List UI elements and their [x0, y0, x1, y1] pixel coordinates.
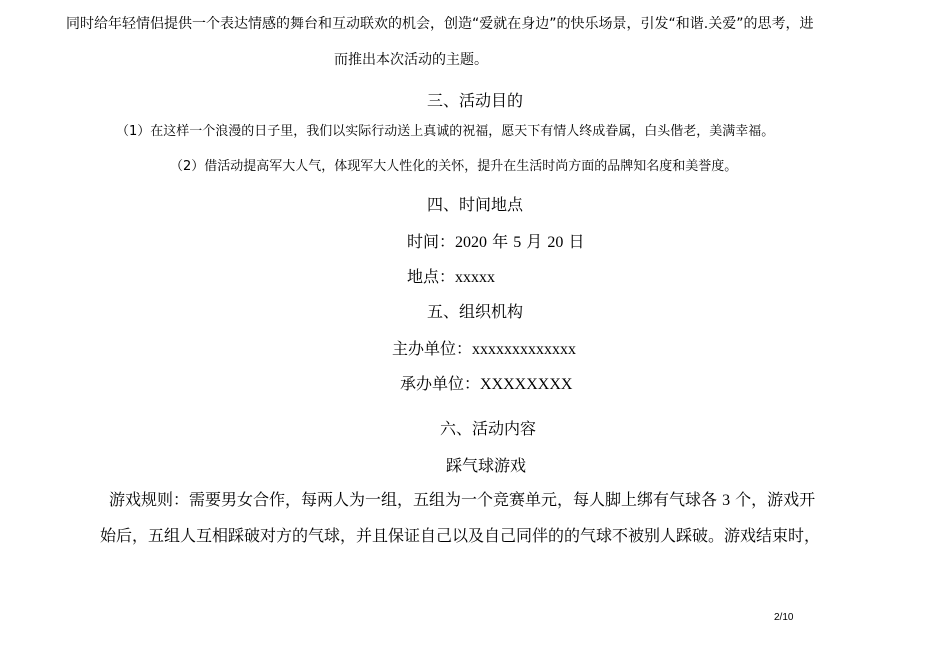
- time-day: 20: [547, 234, 564, 251]
- time-day-unit: 日: [563, 232, 585, 251]
- section-heading-organization: 五、组织机构: [426, 302, 523, 321]
- intro-paragraph-line-2: 而推出本次活动的主题。: [334, 52, 488, 68]
- time-month: 5: [513, 234, 522, 251]
- host-organization: [392, 336, 576, 359]
- objective-item-1: （1）在这样一个浪漫的日子里，我们以实际行动送上真诚的祝福，愿天下有情人终成眷属，白头偕老，美满幸福。: [116, 124, 775, 139]
- game-title: 踩气球游戏: [446, 456, 527, 475]
- time-month-unit: 月: [521, 232, 548, 251]
- time-year-unit: 年: [487, 232, 514, 251]
- time-year: 2020: [455, 234, 488, 251]
- game-rules-line-1: [109, 487, 815, 510]
- place-label: 地点：: [407, 267, 456, 286]
- time-label: 时间：: [407, 232, 456, 251]
- host-value: xxxxxxxxxxxxx: [472, 341, 577, 358]
- host-label: 主办单位：: [392, 339, 473, 358]
- place-value: xxxxx: [455, 269, 496, 286]
- organizer: [400, 371, 572, 394]
- objective-item-2: （2）借活动提高军大人气，体现军大人性化的关怀，提升在生活时尚方面的品牌知名度和美誉度。: [170, 159, 738, 174]
- event-time: [407, 229, 584, 252]
- event-place: [407, 264, 495, 287]
- section-heading-objectives: 三、活动目的: [426, 91, 523, 110]
- section-heading-time-place: 四、时间地点: [426, 195, 523, 214]
- game-rules-line-2: 始后，五组人互相踩破对方的气球，并且保证自己以及自己同伴的的气球不被别人踩破。游戏结束时，: [100, 526, 821, 545]
- organizer-label: 承办单位：: [400, 374, 481, 393]
- rules-text-a: 游戏规则：需要男女合作，每两人为一组，五组为一个竞赛单元，每人脚上绑有气球各: [109, 490, 723, 509]
- organizer-value: XXXXXXXX: [480, 376, 573, 393]
- page-number: 2/10: [774, 612, 794, 623]
- intro-paragraph-line-1: 同时给年轻情侣提供一个表达情感的舞台和互动联欢的机会，创造“爱就在身边”的快乐场景，引发“和谐.关爱”的思考，进: [66, 16, 814, 32]
- section-heading-content: 六、活动内容: [440, 419, 537, 438]
- rules-balloon-count: 3: [722, 492, 731, 509]
- rules-text-b: 个，游戏开: [730, 490, 816, 509]
